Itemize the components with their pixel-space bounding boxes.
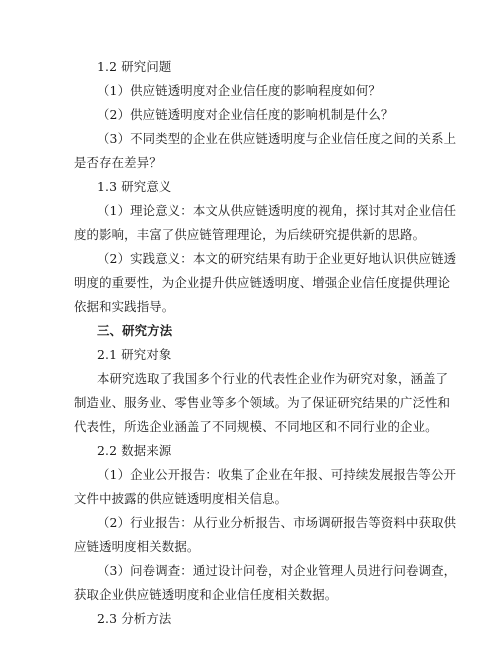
section-2-2-heading: 2.2 数据来源 <box>97 443 172 458</box>
section-2-3-heading: 2.3 分析方法 <box>97 611 172 626</box>
research-object-line-3: 代表性，所选企业涵盖了不同规模、不同地区和不同行业的企业。 <box>74 419 438 434</box>
section-1-2-heading: 1.2 研究问题 <box>97 59 172 74</box>
data-source-1-line-2: 文件中披露的供应链透明度相关信息。 <box>74 491 288 506</box>
data-source-2-line-2: 应链透明度相关数据。 <box>74 539 200 554</box>
research-object-line-2: 制造业、服务业、零售业等多个领域。为了保证研究结果的广泛性和 <box>74 395 451 410</box>
research-object-line-1: 本研究选取了我国多个行业的代表性企业作为研究对象，涵盖了 <box>97 371 449 386</box>
section-2-1-heading: 2.1 研究对象 <box>97 347 172 362</box>
data-source-3-line-1: （3）问卷调查：通过设计问卷，对企业管理人员进行问卷调查， <box>97 563 457 578</box>
section-1-3-heading: 1.3 研究意义 <box>97 179 172 194</box>
data-source-1-line-1: （1）企业公开报告：收集了企业在年报、可持续发展报告等公开 <box>97 467 457 482</box>
research-question-3-line-2: 是否存在差异？ <box>74 155 162 170</box>
significance-2-line-1: （2）实践意义：本文的研究结果有助于企业更好地认识供应链透 <box>97 251 457 266</box>
research-question-3-line-1: （3）不同类型的企业在供应链透明度与企业信任度之间的关系上 <box>97 131 457 146</box>
data-source-3-line-2: 获取企业供应链透明度和企业信任度相关数据。 <box>74 587 338 602</box>
chapter-3-heading: 三、研究方法 <box>97 323 173 338</box>
significance-2-line-3: 依据和实践指导。 <box>74 299 175 314</box>
research-question-1: （1）供应链透明度对企业信任度的影响程度如何？ <box>97 83 381 98</box>
significance-1-line-2: 度的影响，丰富了供应链管理理论，为后续研究提供新的思路。 <box>74 227 426 242</box>
significance-1-line-1: （1）理论意义：本文从供应链透明度的视角，探讨其对企业信任 <box>97 203 457 218</box>
significance-2-line-2: 明度的重要性，为企业提升供应链透明度、增强企业信任度提供理论 <box>74 275 451 290</box>
research-question-2: （2）供应链透明度对企业信任度的影响机制是什么？ <box>97 107 394 122</box>
data-source-2-line-1: （2）行业报告：从行业分析报告、市场调研报告等资料中获取供 <box>97 515 457 530</box>
